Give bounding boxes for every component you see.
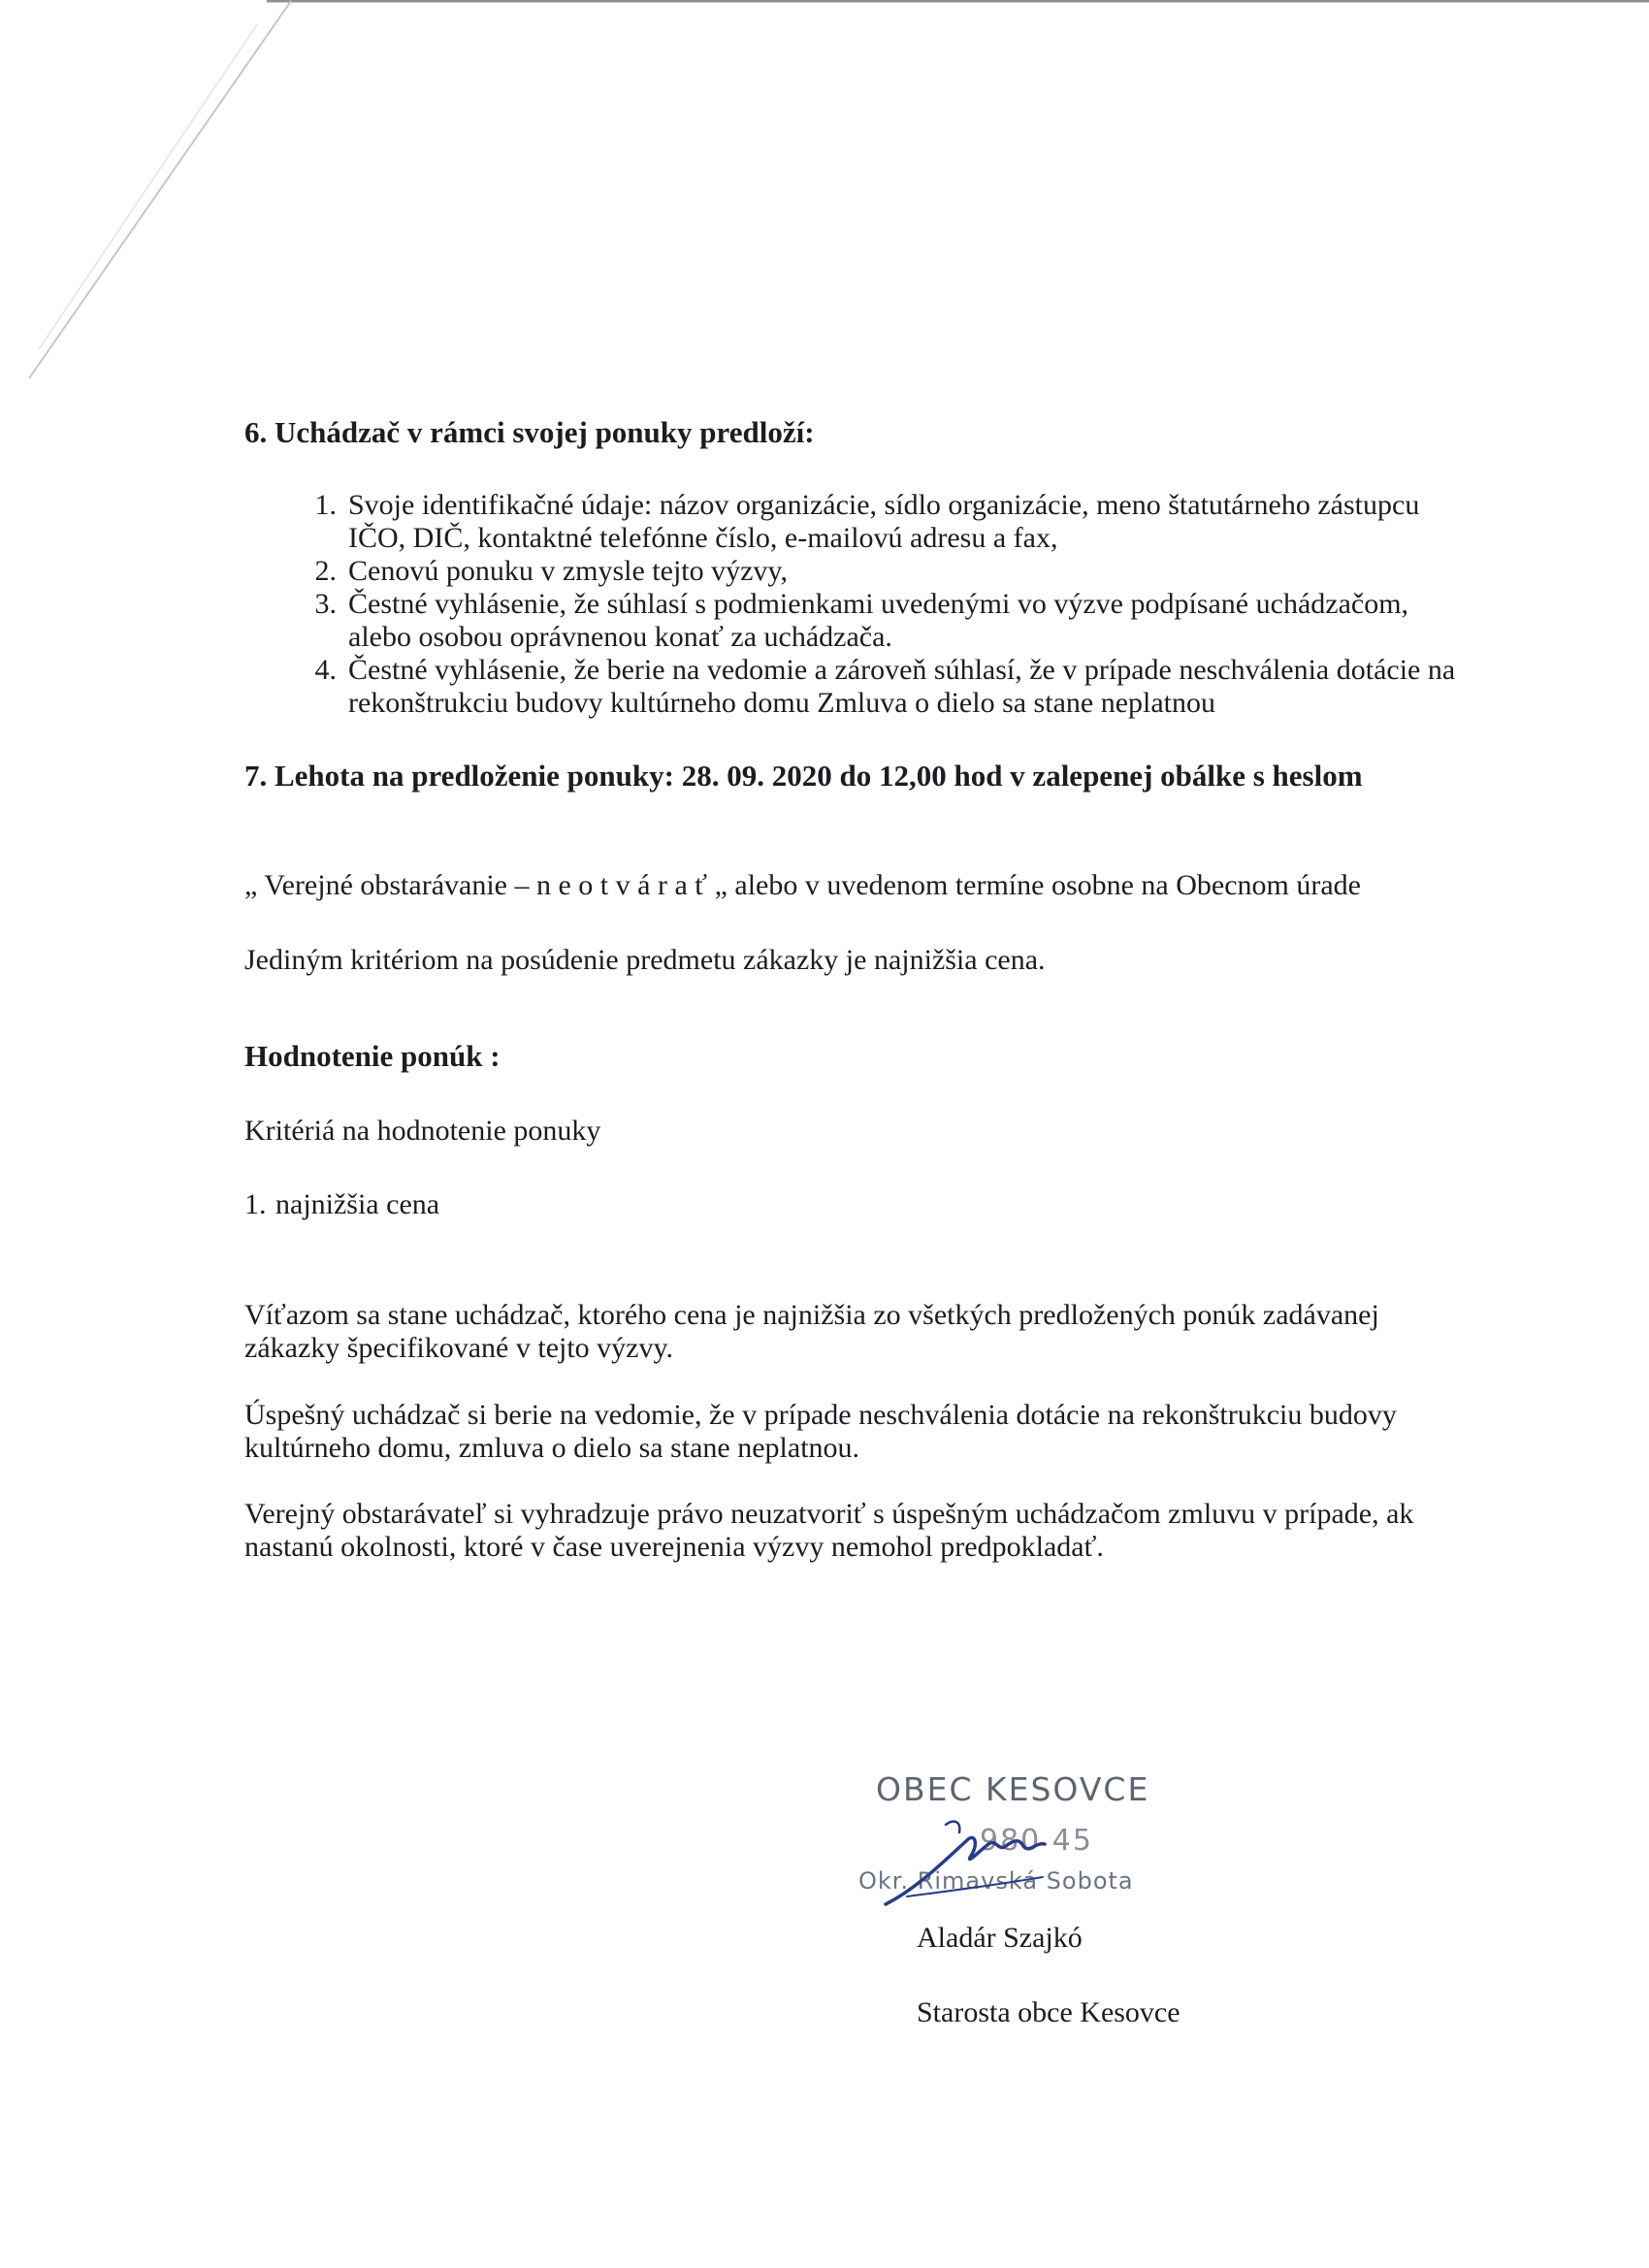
stamp-line-3: Okr. Rimavská Sobota — [858, 1867, 1134, 1895]
section-6-heading: 6. Uchádzač v rámci svojej ponuky predloží: — [244, 415, 815, 449]
reservation-paragraph: Verejný obstarávateľ si vyhradzuje právo neuzatvoriť s úspešným uchádzačom zmluvu v prípade, ak nastanú okolnosti, ktoré v čase uverejnenia výzvy nemohol predpokladať. — [244, 1498, 1414, 1563]
list-item: 4. Čestné vyhlásenie, že berie na vedomie a zároveň súhlasí, že v prípade neschválenia dotácie na rekonštrukciu budovy kultúrneho domu Zmluva o dielo sa stane neplatnou — [314, 654, 1456, 719]
list-item: 1. Svoje identifikačné údaje: názov organizácie, sídlo organizácie, meno štatutárneho zástupcu IČO, DIČ, kontaktné telefónne číslo, e-mailovú adresu a fax, — [314, 489, 1420, 554]
password-note: „ Verejné obstarávanie – n e o t v á r a ť „ alebo v uvedenom termíne osobne na Obecnom úrade — [244, 869, 1362, 901]
signatory-name: Aladár Szajkó — [917, 1922, 1083, 1954]
list-item: 3. Čestné vyhlásenie, že súhlasí s podmienkami uvedenými vo výzve podpísané uchádzačom, alebo osobou oprávnenou konať za uchádzača. — [314, 588, 1409, 653]
page-corner-fold — [0, 0, 1649, 407]
stamp-line-1: OBEC KESOVCE — [876, 1770, 1150, 1808]
document-body — [244, 415, 1467, 1564]
signature-icon — [878, 1799, 1111, 1916]
evaluation-heading: Hodnotenie ponúk : — [244, 1039, 501, 1073]
success-paragraph: Úspešný uchádzač si berie na vedomie, že v prípade neschválenia dotácie na rekonštrukciu budovy kultúrneho domu, zmluva o dielo sa stane neplatnou. — [244, 1399, 1397, 1464]
criteria-label: Kritériá na hodnotenie ponuky — [244, 1115, 601, 1147]
winner-paragraph: Víťazom sa stane uchádzač, ktorého cena je najnižšia zo všetkých predložených ponúk zadávanej zákazky špecifikované v tejto výzvy. — [244, 1299, 1379, 1364]
signatory-title: Starosta obce Kesovce — [917, 1996, 1180, 2028]
requirements-list — [244, 489, 1467, 720]
section-7-heading: 7. Lehota na predloženie ponuky: 28. 09. 2020 do 12,00 hod v zalepenej obálke s heslom — [244, 759, 1363, 793]
list-item: 2. Cenovú ponuku v zmysle tejto výzvy, — [314, 555, 788, 587]
municipal-stamp — [858, 1761, 1266, 1916]
stamp-line-2: 980 45 — [980, 1824, 1093, 1858]
criterion-note: Jediným kritériom na posúdenie predmetu zákazky je najnižšia cena. — [244, 944, 1046, 976]
criterion-item: 1. najnižšia cena — [244, 1188, 440, 1220]
